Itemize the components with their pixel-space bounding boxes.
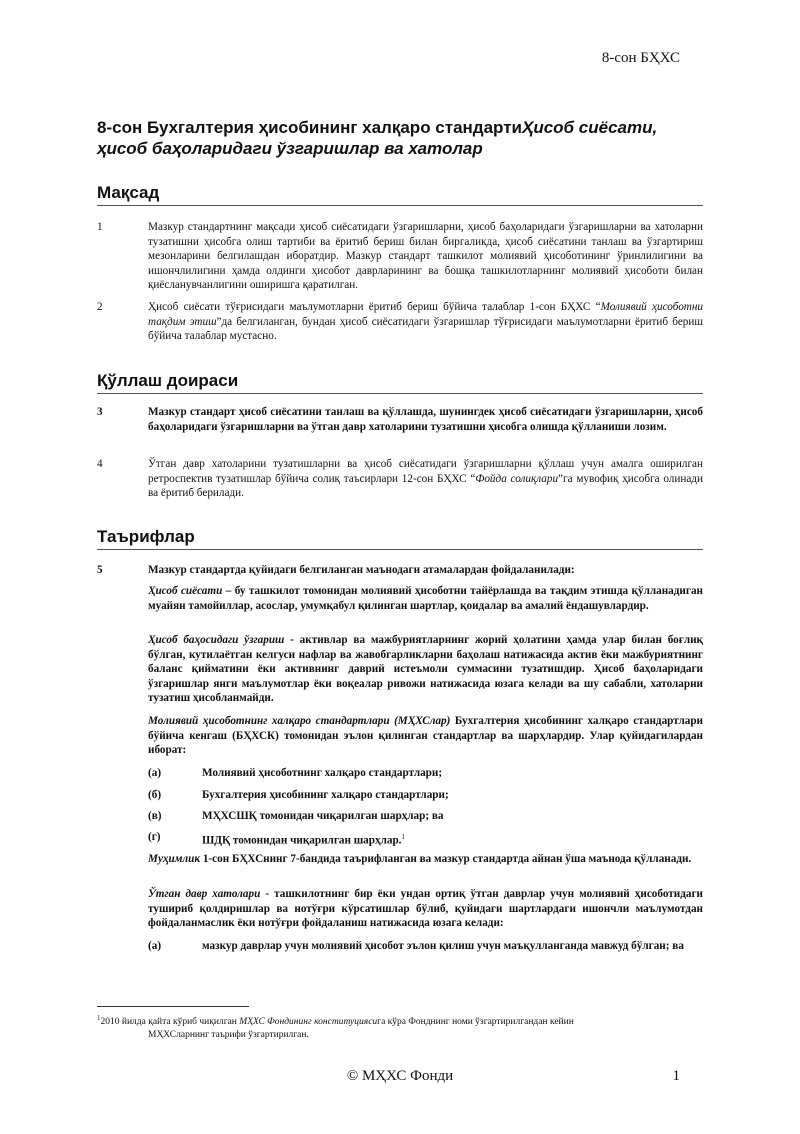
footnote-text: га кўра Фонднинг номи ўзгартирилгандан кейин	[377, 1017, 574, 1028]
list-text: мазкур даврлар учун молиявий ҳисобот эълон қилиш учун маъқулланганда мавжуд бўлган; ва	[202, 940, 684, 952]
definition-text: - активлар ва мажбуриятларнинг жорий ҳолатини ҳамда улар билан боғлиқ бўлган, кутилаётган келгуси нафлар ва жавобгарликларни баҳолаш натижасида актив ёки мажбуриятнинг баланс қийматини ёки активнинг даврий истеъмоли суммасини тузатишдир. Ҳисоб баҳоларидаги ўзгаришлар янги маълумотлар ёки воқеалар ривожи натижасида юзага келади ва шу сабабли, хатоларни тузатиш ҳисобланмайди.	[148, 634, 703, 705]
paragraph-number: 4	[97, 458, 103, 470]
footnote-ref[interactable]: 1	[401, 833, 405, 841]
paragraph-text: Мазкур стандарт ҳисоб сиёсатини танлаш ва қўллашда, шунингдек ҳисоб сиёсатидаги ўзгаришларни, ҳисоб баҳоларидаги ўзгаришларни ва ўтган давр хатоларини тузатишни ҳисобга олишда қўлланиши лозим.	[148, 406, 703, 433]
list-text	[202, 830, 703, 848]
list-item	[148, 830, 703, 848]
list-label: (а)	[148, 767, 162, 779]
paragraph-1	[97, 220, 703, 293]
definition-prior-period-errors	[148, 887, 703, 931]
list-item	[148, 939, 703, 954]
definition-ifrs	[148, 714, 703, 758]
definition-text: - ташкилотнинг бир ёки ундан ортиқ ўтган даврлар учун молиявий ҳисоботидаги тушириб қолдиришлар ва нотўғри кўрсатишлар бўлиб, қуйидаги шартлардаги ишончли маълумотдан фойдаланмаслик ёки нотўғри фойдаланиш натижасида юзага келади:	[148, 888, 703, 930]
text-run: ”да белгиланган, бундан ҳисоб сиёсатидаги ўзгаришлар тўғрисидаги маълумотларни ёритиб бериш бўйича талаблар мустасно.	[148, 315, 703, 343]
definition-text: Бухгалтерия ҳисобининг халқаро стандартлари бўйича кенгаш (БҲХСК) томонидан эълон қилинган стандартлар ва шарҳлардир. Улар қуйидагилардан иборат:	[148, 715, 703, 757]
paragraph-text	[148, 457, 703, 501]
list-item	[148, 809, 703, 824]
definition-accounting-policies	[148, 584, 703, 613]
footnote-continuation: МҲХСларнинг таърифи ўзгартирилган.	[148, 1030, 309, 1041]
list-label: (б)	[148, 789, 162, 801]
definition-term: Ҳисоб сиёсати	[148, 585, 223, 597]
definition-change-in-estimate	[148, 633, 703, 706]
paragraph-text	[148, 300, 703, 344]
header-doc-code: 8-сон БҲХС	[601, 50, 680, 66]
footnote-divider	[97, 1006, 249, 1007]
title-italic: Ҳисоб сиёсати, ҳисоб баҳоларидаги ўзгаришлар ва хатолар	[97, 118, 658, 158]
footer-copyright: © МҲХС Фонди	[346, 1068, 454, 1084]
definition-text: 1-сон БҲХСнинг 7-бандида таърифланган ва мазкур стандартда айнан ўша маънода қўлланади.	[200, 853, 692, 865]
paragraph-text: Мазкур стандартнинг мақсади ҳисоб сиёсатидаги ўзгаришларни, ҳисоб баҳоларидаги ўзгаришларни ва хатоларни тузатишни ҳисобга олиш тартиби ва ёритиб бериш билан биргаликда, ҳисоб сиёсатини танлаш ва ўзгартириш мезонларини белгилашдан иборатдир. Мазкур стандарт ташкилот молиявий ҳисоботининг ўринлилигини ва ишончлилигини ҳамда олдинги ҳисобот даврларининг ва бошқа ташкилотларнинг молиявий ҳисоботи билан қиёсланувчанлигини оширишга қаратилган.	[148, 221, 703, 292]
list-item	[148, 788, 703, 803]
section-heading-scope: Қўллаш доираси	[97, 371, 703, 394]
page-number: 1	[672, 1068, 680, 1084]
title-main: 8-сон Бухгалтерия ҳисобининг халқаро стандарти	[97, 118, 522, 137]
list-item	[148, 766, 703, 781]
paragraph-text: Мазкур стандартда қуйидаги белгиланган маънодаги атамалардан фойдаланилади:	[148, 564, 575, 576]
paragraph-2	[97, 300, 703, 344]
definition-materiality	[148, 852, 703, 867]
footnote-italic: МҲХС Фондининг конституцияси	[239, 1017, 378, 1028]
italic-title-ref: Молиявий ҳисоботни тақдим этиш	[148, 301, 704, 328]
definition-term: Ҳисоб баҳосидаги ўзгариш	[148, 634, 285, 646]
list-text: Молиявий ҳисоботнинг халқаро стандартлари;	[202, 767, 443, 779]
paragraph-4	[97, 457, 703, 501]
list-text: МҲХСШҚ томонидан чиқарилган шарҳлар; ва	[202, 810, 444, 822]
list-text: Бухгалтерия ҳисобининг халқаро стандартлари;	[202, 789, 449, 801]
list-label: (в)	[148, 810, 162, 822]
definition-term: Ўтган давр хатолари	[148, 888, 261, 900]
italic-title-ref: Фойда солиқлари	[475, 472, 559, 485]
section-heading-definitions: Таърифлар	[97, 527, 703, 550]
list-label: (а)	[148, 940, 162, 952]
footnote-number: 1	[97, 1014, 101, 1022]
paragraph-number: 1	[97, 221, 103, 233]
footnote-text: 2010 йилда қайта кўриб чиқилган	[100, 1017, 240, 1028]
page-title	[97, 117, 707, 159]
text-run: Ўтган давр хатоларини тузатишларни ва ҳисоб сиёсатидаги ўзгаришларни қўллаш учун амалга оширилган ретроспектив тузатишлар бўйича солиқ таъсирлари 12-сон БҲХС “	[148, 458, 703, 485]
section-heading-purpose: Мақсад	[97, 183, 703, 206]
paragraph-5	[97, 563, 703, 578]
text-run: ”га мувофиқ ҳисобга олинади ва ёритиб берилади.	[148, 472, 703, 500]
list-label: (г)	[148, 831, 161, 843]
text-run: Ҳисоб сиёсати тўғрисидаги маълумотларни ёритиб бериш бўйича талаблар 1-сон БҲХС “	[148, 301, 601, 313]
definition-term: Муҳимлик	[148, 853, 201, 865]
paragraph-number: 3	[97, 406, 103, 418]
definition-text: – бу ташкилот томонидан молиявий ҳисоботни тайёрлашда ва тақдим этишда қўлланадиган муайян тамойиллар, асослар, умумқабул қилинган шартлар, қоидалар ва амалий ёндашувлардир.	[148, 585, 703, 612]
paragraph-number: 2	[97, 301, 103, 313]
footnote	[97, 1012, 703, 1042]
paragraph-3	[97, 405, 703, 434]
list-text-run: ШДҚ томонидан чиқарилган шарҳлар.	[202, 834, 402, 847]
paragraph-number: 5	[97, 564, 103, 576]
definition-term: Молиявий ҳисоботнинг халқаро стандартлари (МҲХСлар)	[148, 715, 451, 727]
